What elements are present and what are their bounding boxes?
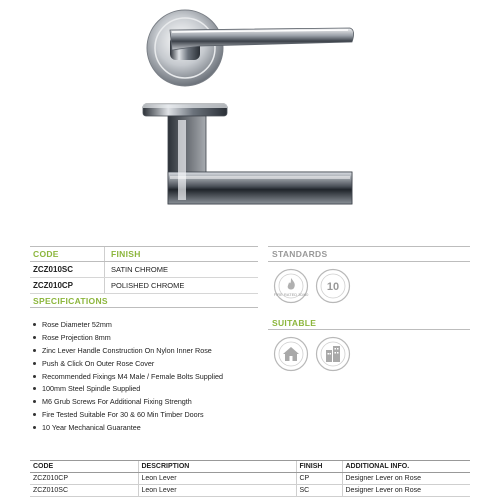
spec-item — [33, 408, 223, 421]
bullet-icon — [33, 323, 36, 326]
spec-item — [33, 331, 223, 344]
bullet-icon — [33, 362, 36, 365]
spec-item — [33, 318, 223, 331]
bullet-icon — [33, 349, 36, 352]
product-table — [30, 460, 470, 497]
column-header-code: CODE — [30, 461, 138, 473]
spec-item — [33, 421, 223, 434]
spec-text: Rose Diameter 52mm — [42, 319, 112, 329]
column-header-additional-info: ADDITIONAL INFO. — [342, 461, 470, 473]
domestic-house-icon — [273, 336, 309, 372]
product-code: ZCZ010SC — [33, 265, 74, 274]
commercial-building-icon — [315, 336, 351, 372]
product-finish: POLISHED CHROME — [104, 278, 258, 293]
fire-rating-text: FIRE RATED 30/60 — [273, 292, 309, 297]
specifications-list — [33, 318, 223, 434]
cell-code: ZCZ010CP — [30, 473, 138, 485]
product-image — [0, 0, 500, 240]
column-header-description: DESCRIPTION — [138, 461, 296, 473]
spec-item — [33, 344, 223, 357]
cell-finish: SC — [296, 485, 342, 497]
spec-item — [33, 395, 223, 408]
bullet-icon — [33, 375, 36, 378]
bullet-icon — [33, 400, 36, 403]
spec-text: Zinc Lever Handle Construction On Nylon Inner Rose — [42, 345, 212, 355]
spec-text: M6 Grub Screws For Additional Fixing Strength — [42, 397, 192, 407]
table-row — [30, 473, 470, 485]
bullet-icon — [33, 336, 36, 339]
spec-text: Fire Tested Suitable For 30 & 60 Min Timber Doors — [42, 410, 204, 420]
guarantee-badge-icon — [315, 268, 351, 304]
spec-item — [33, 370, 223, 383]
spec-item — [33, 382, 223, 395]
standards-title: STANDARDS — [268, 246, 470, 262]
cell-finish: CP — [296, 473, 342, 485]
bullet-icon — [33, 426, 36, 429]
table-row — [30, 485, 470, 497]
cell-description: Leon Lever — [138, 473, 296, 485]
bullet-icon — [33, 413, 36, 416]
spec-text: Rose Projection 8mm — [42, 332, 111, 342]
code-header: CODE — [33, 249, 59, 259]
spec-item — [33, 357, 223, 370]
cell-additional-info: Designer Lever on Rose — [342, 473, 470, 485]
spec-text: Recommended Fixings M4 Male / Female Bolts Supplied — [42, 371, 223, 381]
lever-top-view — [147, 10, 354, 86]
product-finish: SATIN CHROME — [104, 262, 258, 277]
finish-header: FINISH — [104, 247, 258, 261]
code-finish-table — [30, 246, 258, 294]
spec-text: Push & Click On Outer Rose Cover — [42, 358, 155, 368]
bullet-icon — [33, 387, 36, 390]
fire-rated-badge-icon — [273, 268, 309, 304]
cell-description: Leon Lever — [138, 485, 296, 497]
specifications-title: SPECIFICATIONS — [30, 294, 258, 308]
lever-side-view — [143, 104, 352, 204]
spec-text: 10 Year Mechanical Guarantee — [42, 423, 141, 433]
product-code: ZCZ010CP — [33, 281, 74, 290]
column-header-finish: FINISH — [296, 461, 342, 473]
cell-code: ZCZ010SC — [30, 485, 138, 497]
suitable-title: SUITABLE — [268, 316, 470, 330]
code-finish-header-row — [30, 246, 258, 262]
code-finish-row — [30, 262, 258, 278]
guarantee-years-text: 10 — [326, 281, 340, 293]
product-table-header-row — [30, 461, 470, 473]
code-finish-row — [30, 278, 258, 294]
spec-text: 100mm Steel Spindle Supplied — [42, 384, 141, 394]
cell-additional-info: Designer Lever on Rose — [342, 485, 470, 497]
